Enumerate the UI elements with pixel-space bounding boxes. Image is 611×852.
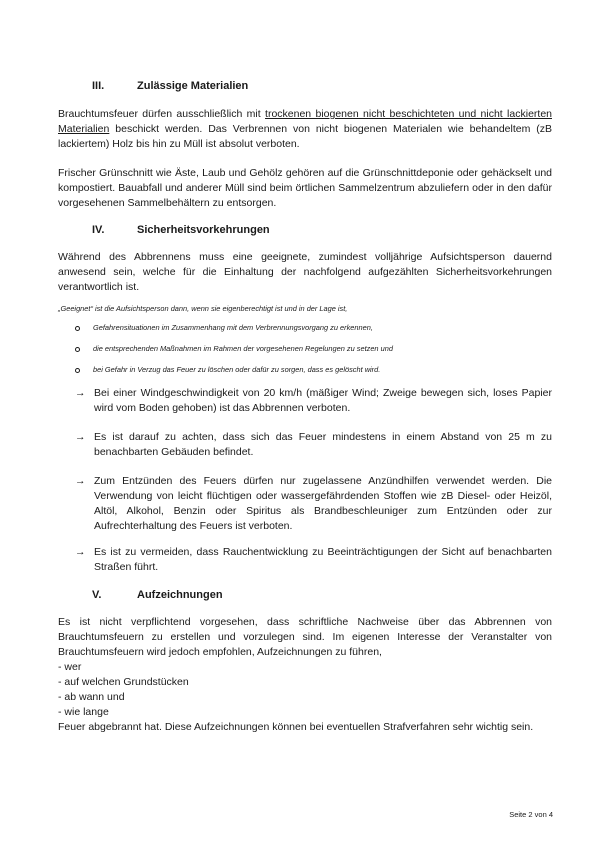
section-heading-4	[92, 224, 270, 236]
paragraph-records: Es ist nicht verpflichtend vorgesehen, dass schriftliche Nachweise über das Abbrennen von Brauchtumsfeuern zu erstellen und vorzulegen sind. Im eigenen Interesse der Veranstalter von Brauchtumsfeuern wird jedoch empfohlen, Aufzeichnungen zu führen,	[58, 616, 552, 658]
records-dash-list	[58, 660, 189, 720]
arrow-item-smoke	[75, 545, 552, 575]
list-item: - ab wann und	[58, 691, 125, 703]
paragraph-supervision: Während des Abbrennens muss eine geeignete, zumindest volljährige Aufsichtsperson dauernd anwesend sein, welche für die Einhaltung der nachfolgend aufgezählten Sicherheitsvorkehrungen verantwortlich ist.	[58, 251, 552, 293]
arrow-item-text: Es ist darauf zu achten, dass sich das Feuer mindestens in einem Abstand von 25 m zu benachbarten Gebäuden befindet.	[94, 431, 552, 458]
suitability-bullet-list	[58, 322, 552, 385]
arrow-item-text: Zum Entzünden des Feuers dürfen nur zugelassene Anzündhilfen verwendet werden. Die Verwendung von leicht flüchtigen oder wassergefährdenden Stoffen wie zB Diesel- oder Heizöl, Altöl, Alkohol, Benzin oder Spiritus als Brandbeschleuniger zum Entzünden oder zur Aufrechterhaltung des Feuers ist verboten.	[94, 475, 552, 532]
list-item	[58, 343, 552, 364]
section-title: Sicherheitsvorkehrungen	[137, 224, 270, 236]
section-title: Aufzeichnungen	[137, 589, 223, 601]
arrow-right-icon: →	[75, 475, 86, 487]
arrow-item-ignition	[75, 474, 552, 534]
arrow-right-icon: →	[75, 431, 86, 443]
list-item: - auf welchen Grundstücken	[58, 676, 189, 688]
list-item	[58, 322, 552, 343]
suitable-definition-intro: „Geeignet“ ist die Aufsichtsperson dann, wenn sie eigenberechtigt ist und in der Lage ist,	[58, 304, 348, 313]
arrow-right-icon: →	[75, 546, 86, 558]
section-number: III.	[92, 80, 105, 92]
section-title: Zulässige Materialien	[137, 80, 249, 92]
arrow-item-text: Bei einer Windgeschwindigkeit von 20 km/h (mäßiger Wind; Zweige bewegen sich, loses Papier wird vom Boden gehoben) ist das Abbrennen verboten.	[94, 387, 552, 414]
text-span: Brauchtumsfeuer dürfen ausschließlich mit	[58, 108, 266, 120]
bullet-circle-icon	[75, 368, 80, 373]
bullet-circle-icon	[75, 326, 80, 331]
arrow-right-icon: →	[75, 387, 86, 399]
section-heading-5	[92, 589, 223, 601]
list-item: - wie lange	[58, 706, 109, 718]
list-item-text: Gefahrensituationen im Zusammenhang mit dem Verbrennungsvorgang zu erkennen,	[93, 323, 373, 332]
section-heading-3	[92, 80, 248, 92]
list-item-text: die entsprechenden Maßnahmen im Rahmen der vorgesehenen Regelungen zu setzen und	[93, 344, 393, 353]
arrow-item-text: Es ist zu vermeiden, dass Rauchentwicklung zu Beeinträchtigungen der Sicht auf benachbarten Straßen führt.	[94, 546, 552, 573]
list-item-text: bei Gefahr in Verzug das Feuer zu löschen oder dafür zu sorgen, dass es gelöscht wird.	[93, 365, 381, 374]
bullet-circle-icon	[75, 347, 80, 352]
paragraph-green-waste: Frischer Grünschnitt wie Äste, Laub und Gehölz gehören auf die Grünschnittdeponie oder gehäckselt und kompostiert. Bauabfall und anderer Müll sind beim örtlichen Sammelzentrum abzuliefern oder in den dafür vorgesehenen Sammelbehältern zu entsorgen.	[58, 167, 552, 209]
paragraph-materials	[58, 107, 552, 152]
page-number: Seite 2 von 4	[509, 810, 553, 819]
section-number: V.	[92, 589, 102, 601]
paragraph-records-end: Feuer abgebrannt hat. Diese Aufzeichnungen können bei eventuellen Strafverfahren sehr wichtig sein.	[58, 721, 534, 733]
arrow-item-distance	[75, 430, 552, 460]
list-item	[58, 364, 552, 385]
section-number: IV.	[92, 224, 105, 236]
text-span: beschickt werden. Das Verbrennen von nicht biogenen Materialen wie behandeltem (zB lackiertem) Holz bis hin zu Müll ist absolut verboten.	[58, 123, 552, 150]
underlined-text: trockenen biogenen nicht beschichteten und nicht lackierten Materialien	[58, 108, 552, 135]
list-item: - wer	[58, 661, 82, 673]
arrow-item-wind	[75, 386, 552, 416]
